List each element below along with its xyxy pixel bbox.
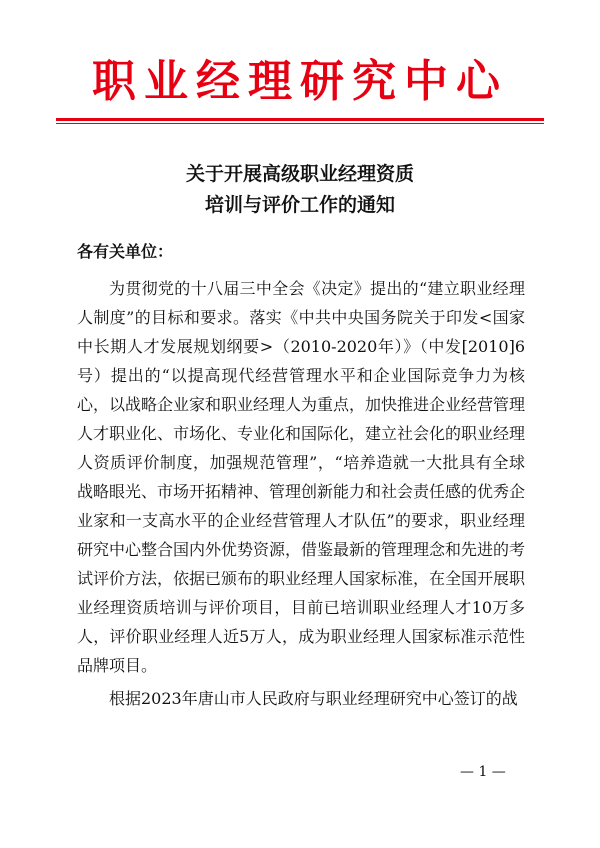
page-number: — 1 — [460,764,506,780]
masthead-org-name: 职业经理研究中心 [92,56,508,107]
document-title-line-2: 培训与评价工作的通知 [204,194,395,216]
document-body [77,274,525,717]
salutation: 各有关单位： [77,242,174,261]
body-paragraph-2: 根据2023年唐山市人民政府与职业经理研究中心签订的战 [109,689,518,708]
masthead-rule-thin [56,123,544,124]
document-title-line-1: 关于开展高级职业经理资质 [185,163,414,185]
masthead-rule-thick [56,118,544,121]
body-paragraph-1: 为贯彻党的十八届三中全会《决定》提出的“建立职业经理人制度”的目标和要求。落实《中共中央国务院关于印发<国家中长期人才发展规划纲要>（2010-2020年）》（中发[2010]6号）提出的“以提高现代经营管理水平和企业国际竞争力为核心，以战略企业家和职业经理人为重点，加快推进企业经营管理人才职业化、市场化、专业化和国际化，建立社会化的职业经理人资质评价制度，加强规范管理”，“培养造就一大批具有全球战略眼光、市场开拓精神、管理创新能力和社会责任感的优秀企业家和一支高水平的企业经营管理人才队伍”的要求，职业经理研究中心整合国内外优势资源，借鉴最新的管理理念和先进的考试评价方法，依据已颁布的职业经理人国家标准，在全国开展职业经理资质培训与评价项目，目前已培训职业经理人才10万多人，评价职业经理人近5万人，成为职业经理人国家标准示范性品牌项目。 [77,279,526,675]
